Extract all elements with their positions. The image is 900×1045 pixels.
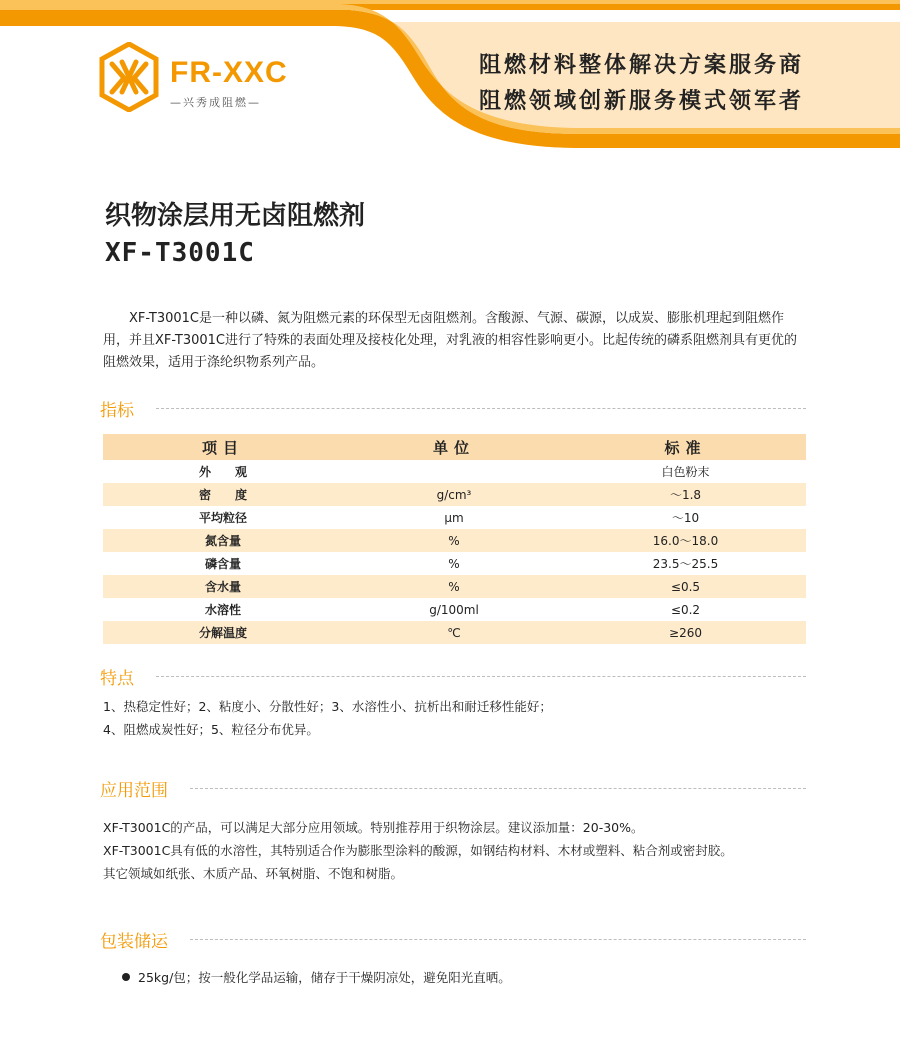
table-row xyxy=(103,506,806,529)
product-title: 织物涂层用无卤阻燃剂 xyxy=(105,201,366,231)
section-heading-application xyxy=(100,776,806,800)
packaging-item xyxy=(122,968,511,986)
cell-standard: ≥260 xyxy=(565,621,806,644)
cell-unit: g/cm³ xyxy=(343,483,565,506)
product-code: XF-T3001C xyxy=(105,238,255,268)
application-list xyxy=(103,816,733,885)
features-list xyxy=(103,695,552,741)
header-standard: 标准 xyxy=(565,434,806,460)
table-row xyxy=(103,598,806,621)
tagline-line-1: 阻燃材料整体解决方案服务商 xyxy=(478,53,804,78)
cell-item: 外 观 xyxy=(103,460,343,483)
list-item: 其它领域如纸张、木质产品、环氧树脂、不饱和树脂。 xyxy=(103,866,404,881)
header-unit: 单位 xyxy=(343,434,565,460)
cell-unit: ℃ xyxy=(343,621,565,644)
intro-paragraph xyxy=(103,308,803,374)
cell-unit: % xyxy=(343,552,565,575)
section-heading-packaging xyxy=(100,927,806,951)
section-divider xyxy=(156,408,806,409)
brand-slogan: —兴秀成阻燃— xyxy=(170,96,261,109)
section-title-application: 应用范围 xyxy=(100,780,168,801)
intro-text: XF-T3001C是一种以磷、氮为阻燃元素的环保型无卤阻燃剂。含酸源、气源、碳源，以成炭、膨胀机理起到阻燃作用，并且XF-T3001C进行了特殊的表面处理及接枝化处理，对乳液的相容性影响更小。比起传统的磷系阻燃剂具有更优的阻燃效果，适用于涤纶织物系列产品。 xyxy=(103,311,797,370)
cell-item: 含水量 xyxy=(103,575,343,598)
list-item: XF-T3001C的产品，可以满足大部分应用领域。特别推荐用于织物涂层。建议添加量：20-30%。 xyxy=(103,820,644,835)
cell-item: 密 度 xyxy=(103,483,343,506)
spec-table xyxy=(103,434,806,644)
section-title-features: 特点 xyxy=(100,668,134,689)
cell-unit: % xyxy=(343,575,565,598)
section-title-packaging: 包装储运 xyxy=(100,931,168,952)
section-divider xyxy=(190,788,806,789)
table-row xyxy=(103,552,806,575)
cell-standard: ≤0.2 xyxy=(565,598,806,621)
cell-unit: % xyxy=(343,529,565,552)
list-item: 1、热稳定性好；2、粘度小、分散性好；3、水溶性小、抗析出和耐迁移性能好； xyxy=(103,699,552,714)
cell-standard: 16.0～18.0 xyxy=(565,529,806,552)
cell-unit: g/100ml xyxy=(343,598,565,621)
cell-standard: ～1.8 xyxy=(565,483,806,506)
cell-item: 磷含量 xyxy=(103,552,343,575)
list-item: XF-T3001C具有低的水溶性，其特别适合作为膨胀型涂料的酸源，如钢结构材料、木材或塑料、粘合剂或密封胶。 xyxy=(103,843,733,858)
bullet-icon xyxy=(122,973,130,981)
spec-table-header xyxy=(103,434,806,460)
cell-item: 水溶性 xyxy=(103,598,343,621)
cell-standard: 白色粉末 xyxy=(565,460,806,483)
company-logo-icon xyxy=(98,42,160,112)
list-item: 4、阻燃成炭性好；5、粒径分布优异。 xyxy=(103,722,319,737)
table-row xyxy=(103,460,806,483)
section-divider xyxy=(156,676,806,677)
table-row xyxy=(103,621,806,644)
cell-unit: μm xyxy=(343,506,565,529)
section-heading-features xyxy=(100,664,806,688)
cell-unit xyxy=(343,460,565,483)
cell-item: 平均粒径 xyxy=(103,506,343,529)
table-row xyxy=(103,529,806,552)
header-item: 项目 xyxy=(103,434,343,460)
tagline-line-2: 阻燃领域创新服务模式领军者 xyxy=(478,89,804,114)
packaging-text: 25kg/包；按一般化学品运输，储存于干燥阴凉处，避免阳光直晒。 xyxy=(138,970,511,985)
cell-item: 分解温度 xyxy=(103,621,343,644)
tagline xyxy=(479,48,804,120)
section-title-spec: 指标 xyxy=(100,400,134,421)
table-row xyxy=(103,575,806,598)
cell-standard: ≤0.5 xyxy=(565,575,806,598)
cell-standard: 23.5～25.5 xyxy=(565,552,806,575)
table-row xyxy=(103,483,806,506)
brand-name: FR-XXC xyxy=(170,56,288,89)
section-heading-spec xyxy=(100,396,806,420)
cell-item: 氮含量 xyxy=(103,529,343,552)
cell-standard: ～10 xyxy=(565,506,806,529)
section-divider xyxy=(190,939,806,940)
